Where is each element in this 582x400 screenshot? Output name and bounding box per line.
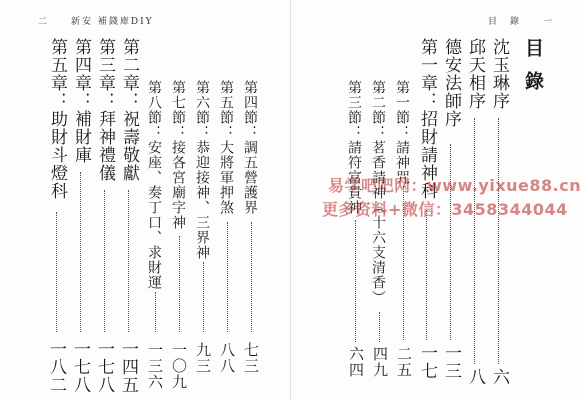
dot-leader [474, 118, 475, 364]
toc-entry-chapter-2: 第二章：祝壽敬獻 [119, 38, 139, 182]
page-number: 一三 [441, 344, 461, 380]
dot-leader [426, 210, 427, 340]
page-number: 六四 [347, 346, 365, 378]
dot-leader [179, 236, 180, 332]
dot-leader [379, 312, 380, 342]
toc-section-8: 第八節：安座、奏丁口、求財運 [146, 80, 162, 290]
page-gutter [290, 0, 291, 400]
toc-title: 目錄 [522, 38, 544, 104]
page-number: 一三六 [146, 342, 164, 390]
dot-leader [251, 222, 252, 332]
dot-leader [498, 118, 499, 364]
dot-leader [227, 222, 228, 332]
page-number: 六 [489, 368, 509, 386]
toc-entry-preface-3: 德安法師序 [441, 38, 461, 128]
dot-leader [80, 172, 81, 332]
page-number: 一四五 [118, 340, 138, 394]
toc-entry-chapter-1: 第一章：招財請神科 [417, 38, 437, 200]
left-page-header: 二 新安 補錢庫DIY [38, 17, 154, 27]
dot-leader [203, 262, 204, 332]
page-number: 七三 [242, 342, 260, 374]
page-number: 一七 [417, 344, 437, 380]
page-number: 一七八 [70, 340, 90, 394]
toc-entry-preface-1: 沈玉琳序 [489, 38, 509, 110]
page-number: 四九 [371, 346, 389, 378]
toc-entry-preface-2: 邱天相序 [465, 38, 485, 110]
dot-leader [355, 220, 356, 342]
right-page-header: 目 錄 一 [488, 17, 555, 27]
toc-section-3: 第三節：請符富貴神 [346, 80, 362, 215]
page-number: 一〇九 [170, 342, 188, 390]
toc-section-5: 第五節：大將軍押煞 [218, 80, 234, 215]
dot-leader [104, 190, 105, 332]
page-number: 八 [465, 368, 485, 386]
dot-leader [128, 190, 129, 332]
toc-section-2: 第二節：茗香請神（十六支清香） [370, 80, 386, 305]
toc-entry-chapter-5: 第五章：助財斗燈科 [47, 38, 67, 200]
toc-entry-chapter-3: 第三章：拜神禮儀 [95, 38, 115, 182]
page-number: 八八 [218, 342, 236, 374]
watermark-line-2: 更多资料+微信：3458344044 [322, 200, 568, 219]
dot-leader [56, 212, 57, 332]
toc-section-6: 第六節：恭迎接神、三界神 [194, 80, 210, 260]
toc-section-4: 第四節：調五營護界 [242, 80, 258, 215]
page-number: 九三 [194, 342, 212, 374]
toc-section-7: 第七節：接各宮廟字神 [170, 80, 186, 230]
toc-entry-chapter-4: 第四章：補財庫 [71, 38, 91, 164]
dot-leader [155, 292, 156, 332]
toc-section-1: 第一節：請神咒 [394, 80, 410, 185]
page-number: 一七八 [94, 340, 114, 394]
page-number: 一八二 [46, 340, 66, 394]
watermark-line-1: 易学吧吧网：www.yixue88.cn [328, 176, 582, 195]
page-number: 二五 [395, 346, 413, 378]
